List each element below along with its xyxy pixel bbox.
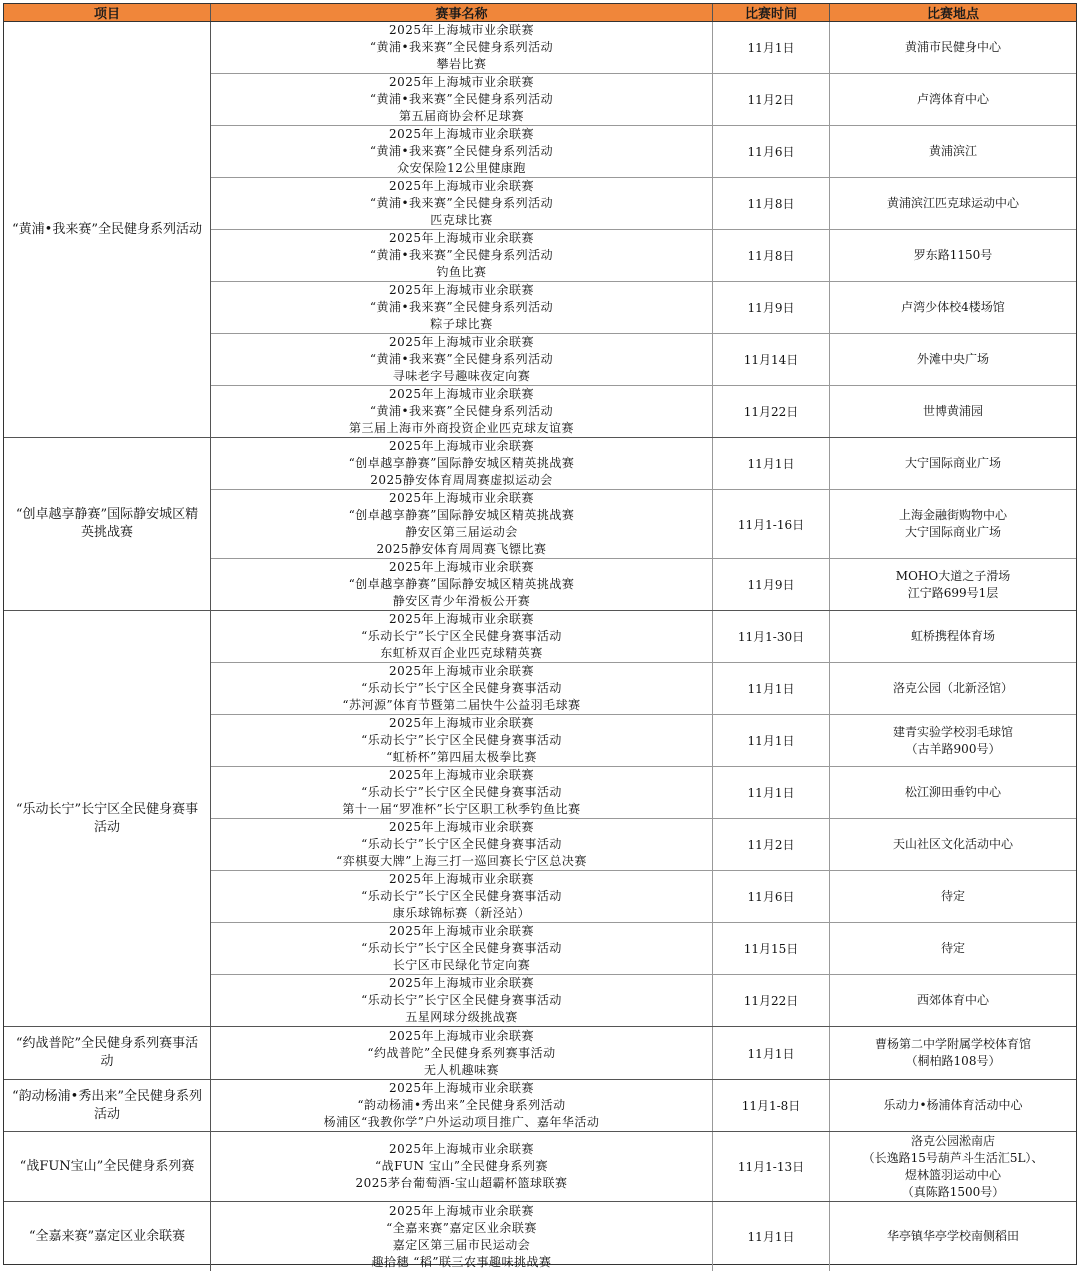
event-name-cell xyxy=(211,715,713,766)
event-name-line: 第三届上海市外商投资企业匹克球友谊赛 xyxy=(348,421,574,435)
event-name-line: “黄浦•我来赛”全民健身系列活动 xyxy=(369,92,554,106)
event-name-line: 2025年上海城市业余联赛 xyxy=(388,387,535,401)
table-row xyxy=(211,1202,1076,1271)
event-location-line: （古羊路900号） xyxy=(905,741,1001,756)
event-rows xyxy=(211,438,1076,610)
table-row xyxy=(211,663,1076,715)
event-location-line: 煜林篮羽运动中心 xyxy=(904,1167,1001,1182)
event-name-line: “乐动长宁”长宁区全民健身赛事活动 xyxy=(361,837,562,851)
event-name-line: “创卓越享静赛”国际静安城区精英挑战赛 xyxy=(348,577,575,591)
event-location-cell xyxy=(830,715,1076,766)
event-location-line: 建青实验学校羽毛球馆 xyxy=(892,724,1013,739)
event-name-line: 静安区青少年滑板公开赛 xyxy=(392,594,531,608)
event-name-line: 2025年上海城市业余联赛 xyxy=(388,179,535,193)
event-location-line: MOHO大道之子滑场 xyxy=(895,568,1011,583)
event-name-cell xyxy=(211,490,713,558)
event-name-cell xyxy=(211,1080,713,1131)
event-name-cell xyxy=(211,126,713,177)
event-rows xyxy=(211,1202,1076,1271)
table-row xyxy=(211,923,1076,975)
project-name: “乐动长宁”长宁区全民健身赛事活动 xyxy=(4,611,211,1026)
event-name-line: 2025年上海城市业余联赛 xyxy=(388,1028,535,1043)
event-location-line: 黄浦滨江匹克球运动中心 xyxy=(886,196,1019,210)
event-location-line: 洛克公园（北新泾馆） xyxy=(892,681,1013,695)
event-name-line: 2025年上海城市业余联赛 xyxy=(388,924,535,938)
event-name-line: “乐动长宁”长宁区全民健身赛事活动 xyxy=(361,889,562,903)
project-group xyxy=(4,438,1076,611)
event-time-cell: 11月6日 xyxy=(713,126,830,177)
event-name-line: “苏河源”体育节暨第二届快牛公益羽毛球赛 xyxy=(342,698,581,712)
event-name-line: 匹克球比赛 xyxy=(430,213,493,227)
event-name-line: “乐动长宁”长宁区全民健身赛事活动 xyxy=(361,941,562,955)
event-rows xyxy=(211,22,1076,437)
event-location-cell xyxy=(830,126,1076,177)
event-name-line: 杨浦区“我教你学”户外运动项目推广、嘉年华活动 xyxy=(323,1115,600,1129)
table-row xyxy=(211,386,1076,437)
event-location-line: 罗东路1150号 xyxy=(913,248,993,262)
event-location-line: 上海金融街购物中心 xyxy=(898,508,1007,522)
event-name-cell xyxy=(211,22,713,73)
event-time-cell: 11月2日 xyxy=(713,74,830,125)
event-time-cell: 11月1-8日 xyxy=(713,1080,830,1131)
project-group xyxy=(4,1080,1076,1132)
event-location-line: （真陈路1500号） xyxy=(901,1184,1005,1199)
event-name-line: 2025年上海城市业余联赛 xyxy=(388,75,535,89)
event-rows xyxy=(211,1027,1076,1079)
event-time-cell: 11月1日 xyxy=(713,22,830,73)
header-time: 比赛时间 xyxy=(713,4,830,21)
event-name-line: 第五届商协会杯足球赛 xyxy=(398,109,524,123)
event-name-line: “乐动长宁”长宁区全民健身赛事活动 xyxy=(361,993,562,1007)
event-location-line: （桐柏路108号） xyxy=(905,1054,1001,1068)
event-time-cell: 11月8日 xyxy=(713,230,830,281)
event-name-line: “黄浦•我来赛”全民健身系列活动 xyxy=(369,144,554,158)
event-name-line: 无人机趣味赛 xyxy=(423,1062,499,1077)
event-location-line: 待定 xyxy=(940,889,965,903)
table-row xyxy=(211,975,1076,1026)
event-location-line: 黄浦滨江 xyxy=(928,144,977,158)
event-name-line: “黄浦•我来赛”全民健身系列活动 xyxy=(369,352,554,366)
project-group xyxy=(4,22,1076,438)
event-name-line: 2025年上海城市业余联赛 xyxy=(388,231,535,245)
table-row xyxy=(211,819,1076,871)
event-name-line: 2025年上海城市业余联赛 xyxy=(388,560,535,574)
event-name-line: “韵动杨浦•秀出来”全民健身系列活动 xyxy=(357,1098,566,1112)
event-name-cell xyxy=(211,767,713,818)
event-name-cell xyxy=(211,1202,713,1271)
event-location-cell xyxy=(830,490,1076,558)
event-location-line: 虹桥携程体育场 xyxy=(910,629,995,643)
event-name-cell xyxy=(211,386,713,437)
event-location-line: 世博黄浦园 xyxy=(922,404,983,418)
event-location-cell xyxy=(830,1132,1076,1201)
table-body xyxy=(4,22,1076,1271)
event-name-line: 2025静安体育周周赛虚拟运动会 xyxy=(370,473,553,487)
event-location-line: 待定 xyxy=(940,941,965,955)
table-row xyxy=(211,22,1076,74)
event-time-cell: 11月1-13日 xyxy=(713,1132,830,1201)
event-time-cell: 11月1日 xyxy=(713,767,830,818)
event-name-line: “战FUN 宝山”全民健身系列赛 xyxy=(374,1159,549,1173)
event-name-line: 2025年上海城市业余联赛 xyxy=(388,872,535,886)
table-row xyxy=(211,334,1076,386)
event-name-line: “创卓越享静赛”国际静安城区精英挑战赛 xyxy=(348,456,575,470)
event-name-line: “乐动长宁”长宁区全民健身赛事活动 xyxy=(361,629,562,643)
event-location-cell xyxy=(830,819,1076,870)
event-name-line: 众安保险12公里健康跑 xyxy=(397,161,526,175)
event-schedule-table xyxy=(3,3,1077,1269)
event-time-cell: 11月9日 xyxy=(713,559,830,610)
event-name-line: “黄浦•我来赛”全民健身系列活动 xyxy=(369,300,554,314)
table-row xyxy=(211,490,1076,559)
table-row xyxy=(211,438,1076,490)
table-row xyxy=(211,178,1076,230)
event-location-line: 江宁路699号1层 xyxy=(907,585,999,600)
event-time-cell: 11月15日 xyxy=(713,923,830,974)
event-name-line: “黄浦•我来赛”全民健身系列活动 xyxy=(369,404,554,418)
event-name-line: 攀岩比赛 xyxy=(436,57,487,71)
event-time-cell: 11月6日 xyxy=(713,871,830,922)
event-name-line: “弈棋耍大牌”上海三打一巡回赛长宁区总决赛 xyxy=(336,854,587,868)
project-name: “创卓越享静赛”国际静安城区精英挑战赛 xyxy=(4,438,211,610)
event-name-line: 趣拾穗 “稻”联三农事趣味挑战赛 xyxy=(371,1254,552,1269)
event-location-line: 松江泖田垂钓中心 xyxy=(904,785,1001,799)
event-name-cell xyxy=(211,975,713,1026)
event-location-line: （长逸路15号葫芦斗生活汇5L）、 xyxy=(862,1150,1044,1165)
event-time-cell: 11月1-30日 xyxy=(713,611,830,662)
table-row xyxy=(211,126,1076,178)
event-location-line: 卢湾少体校4楼场馆 xyxy=(901,300,1005,314)
event-name-line: 2025年上海城市业余联赛 xyxy=(388,439,535,453)
event-name-line: 寻味老字号趣味夜定向赛 xyxy=(392,369,531,383)
event-name-line: 2025年上海城市业余联赛 xyxy=(388,491,535,505)
event-name-cell xyxy=(211,334,713,385)
event-location-cell xyxy=(830,282,1076,333)
event-name-line: “黄浦•我来赛”全民健身系列活动 xyxy=(369,40,554,54)
event-name-cell xyxy=(211,74,713,125)
event-name-line: 2025年上海城市业余联赛 xyxy=(388,976,535,990)
event-location-cell xyxy=(830,611,1076,662)
event-location-line: 大宁国际商业广场 xyxy=(904,525,1001,539)
event-location-line: 洛克公园淞南店 xyxy=(910,1133,995,1148)
header-location: 比赛地点 xyxy=(926,7,979,22)
event-name-cell xyxy=(211,230,713,281)
event-name-line: “虹桥杯”第四届太极拳比赛 xyxy=(386,750,537,764)
table-row xyxy=(211,282,1076,334)
event-name-line: “乐动长宁”长宁区全民健身赛事活动 xyxy=(361,733,562,747)
event-name-line: 2025年上海城市业余联赛 xyxy=(388,716,535,730)
event-name-line: 第十一届“罗准杯”长宁区职工秋季钓鱼比赛 xyxy=(342,802,581,816)
table-row xyxy=(211,1080,1076,1131)
event-location-cell xyxy=(830,871,1076,922)
event-location-cell xyxy=(830,1080,1076,1131)
event-name-line: 2025年上海城市业余联赛 xyxy=(388,664,535,678)
event-name-cell xyxy=(211,819,713,870)
table-row xyxy=(211,871,1076,923)
event-name-line: 康乐球锦标赛（新泾站） xyxy=(392,906,531,920)
event-name-line: 2025静安体育周周赛飞镖比赛 xyxy=(376,542,547,556)
event-name-cell xyxy=(211,923,713,974)
event-name-line: 2025年上海城市业余联赛 xyxy=(388,612,535,626)
table-row xyxy=(211,767,1076,819)
event-name-line: 2025年上海城市业余联赛 xyxy=(388,1142,535,1156)
event-location-cell xyxy=(830,334,1076,385)
event-time-cell: 11月1日 xyxy=(713,1027,830,1079)
event-name-cell xyxy=(211,559,713,610)
event-location-cell xyxy=(830,1202,1076,1271)
event-name-line: 2025年上海城市业余联赛 xyxy=(388,1081,535,1095)
project-name: “韵动杨浦•秀出来”全民健身系列活动 xyxy=(4,1080,211,1131)
event-name-line: 2025年上海城市业余联赛 xyxy=(388,820,535,834)
event-time-cell: 11月22日 xyxy=(713,975,830,1026)
project-group xyxy=(4,1027,1076,1080)
header-event-name: 赛事名称 xyxy=(211,4,713,21)
event-location-line: 大宁国际商业广场 xyxy=(904,456,1001,470)
table-row xyxy=(211,74,1076,126)
event-location-cell xyxy=(830,1027,1076,1079)
header-project: 项目 xyxy=(4,4,211,21)
table-row xyxy=(211,1027,1076,1079)
project-name: “全嘉来赛”嘉定区业余联赛 xyxy=(4,1202,211,1271)
table-row xyxy=(211,611,1076,663)
event-name-line: 2025年上海城市业余联赛 xyxy=(388,23,535,37)
event-name-cell xyxy=(211,1027,713,1079)
event-location-line: 外滩中央广场 xyxy=(916,352,989,366)
event-time-cell: 11月1日 xyxy=(713,1202,830,1271)
event-time-cell: 11月22日 xyxy=(713,386,830,437)
event-time-cell: 11月9日 xyxy=(713,282,830,333)
event-name-line: 2025年上海城市业余联赛 xyxy=(388,335,535,349)
event-name-line: 2025年上海城市业余联赛 xyxy=(388,127,535,141)
event-name-line: 2025年上海城市业余联赛 xyxy=(388,768,535,782)
event-time-cell: 11月1日 xyxy=(713,438,830,489)
project-group xyxy=(4,1202,1076,1271)
event-time-cell: 11月1-16日 xyxy=(713,490,830,558)
event-location-cell xyxy=(830,663,1076,714)
event-name-line: 2025年上海城市业余联赛 xyxy=(388,1203,535,1218)
event-name-line: 嘉定区第三届市民运动会 xyxy=(392,1237,531,1252)
event-location-line: 曹杨第二中学附属学校体育馆 xyxy=(874,1037,1031,1051)
event-name-line: “全嘉来赛”嘉定区业余联赛 xyxy=(386,1220,537,1235)
event-location-cell xyxy=(830,386,1076,437)
event-location-cell xyxy=(830,74,1076,125)
event-location-line: 华亭镇华亭学校南侧稻田 xyxy=(886,1229,1019,1243)
table-row xyxy=(211,559,1076,610)
event-name-cell xyxy=(211,611,713,662)
event-name-cell xyxy=(211,663,713,714)
event-location-line: 西郊体育中心 xyxy=(916,993,989,1007)
table-row xyxy=(211,230,1076,282)
project-name: “战FUN宝山”全民健身系列赛 xyxy=(4,1132,211,1201)
event-time-cell: 11月1日 xyxy=(713,715,830,766)
event-name-line: “约战普陀”全民健身系列赛事活动 xyxy=(367,1045,556,1060)
event-name-line: 粽子球比赛 xyxy=(430,317,493,331)
project-group xyxy=(4,611,1076,1027)
event-rows xyxy=(211,1132,1076,1201)
event-location-line: 黄浦市民健身中心 xyxy=(904,40,1001,54)
event-name-line: “乐动长宁”长宁区全民健身赛事活动 xyxy=(361,785,562,799)
event-name-line: 东虹桥双百企业匹克球精英赛 xyxy=(380,646,543,660)
event-name-cell xyxy=(211,1132,713,1201)
event-name-line: “创卓越享静赛”国际静安城区精英挑战赛 xyxy=(348,508,575,522)
event-name-line: “黄浦•我来赛”全民健身系列活动 xyxy=(369,248,554,262)
table-row xyxy=(211,715,1076,767)
event-name-line: 长宁区市民绿化节定向赛 xyxy=(392,958,531,972)
project-group xyxy=(4,1132,1076,1202)
event-location-cell xyxy=(830,559,1076,610)
event-rows xyxy=(211,611,1076,1026)
event-location-cell xyxy=(830,178,1076,229)
event-name-line: 2025年上海城市业余联赛 xyxy=(388,283,535,297)
event-name-line: 2025茅台葡萄酒-宝山超霸杯篮球联赛 xyxy=(355,1176,568,1190)
event-location-cell xyxy=(830,923,1076,974)
table-header xyxy=(4,4,1076,22)
event-time-cell: 11月8日 xyxy=(713,178,830,229)
event-location-cell xyxy=(830,230,1076,281)
event-location-cell xyxy=(830,767,1076,818)
event-time-cell: 11月2日 xyxy=(713,819,830,870)
event-location-cell xyxy=(830,22,1076,73)
event-name-line: “黄浦•我来赛”全民健身系列活动 xyxy=(369,196,554,210)
event-name-line: 五星网球分级挑战赛 xyxy=(405,1010,518,1024)
event-location-cell xyxy=(830,975,1076,1026)
event-time-cell: 11月1日 xyxy=(713,663,830,714)
project-name: “约战普陀”全民健身系列赛事活动 xyxy=(4,1027,211,1079)
event-name-cell xyxy=(211,438,713,489)
event-time-cell: 11月14日 xyxy=(713,334,830,385)
table-row xyxy=(211,1132,1076,1201)
event-name-cell xyxy=(211,871,713,922)
event-location-line: 乐动力•杨浦体育活动中心 xyxy=(883,1098,1023,1112)
event-location-line: 天山社区文化活动中心 xyxy=(892,837,1013,851)
event-location-line: 卢湾体育中心 xyxy=(916,92,989,106)
event-rows xyxy=(211,1080,1076,1131)
project-name: “黄浦•我来赛”全民健身系列活动 xyxy=(4,22,211,437)
event-name-cell xyxy=(211,282,713,333)
event-name-line: 钓鱼比赛 xyxy=(436,265,487,279)
event-name-line: 静安区第三届运动会 xyxy=(405,525,518,539)
event-name-cell xyxy=(211,178,713,229)
event-location-cell xyxy=(830,438,1076,489)
event-name-line: “乐动长宁”长宁区全民健身赛事活动 xyxy=(361,681,562,695)
